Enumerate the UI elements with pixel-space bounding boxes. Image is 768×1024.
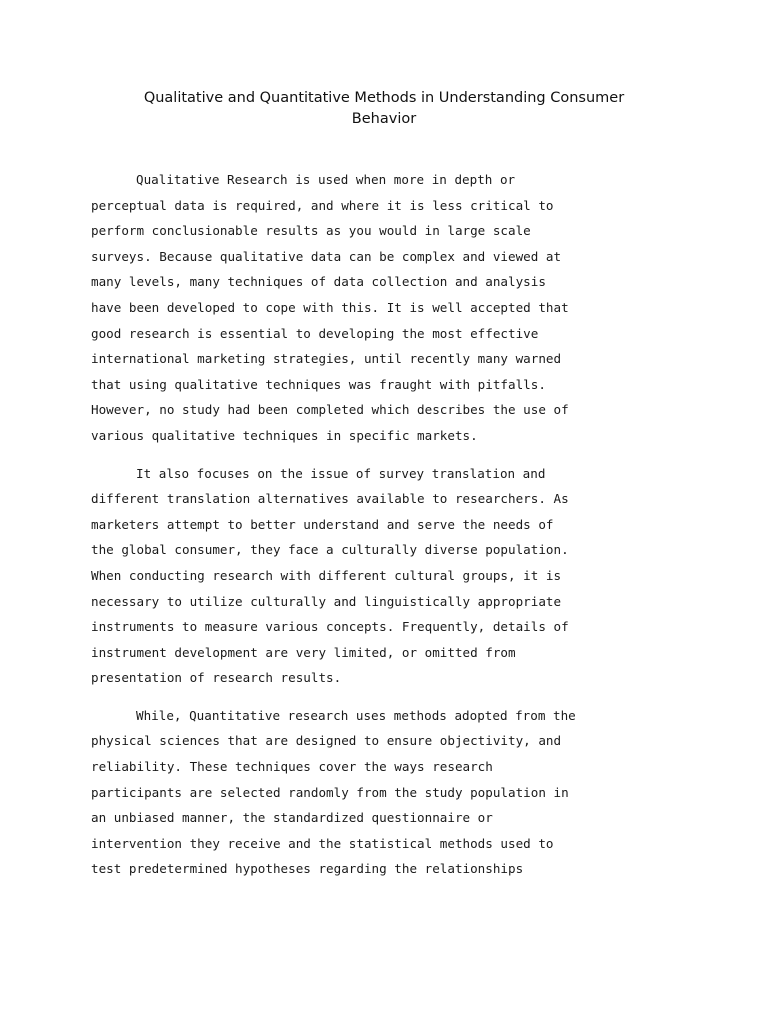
text-line: instrument development are very limited, or omitted from: [91, 644, 516, 660]
text-line: While, Quantitative research uses methods adopted from the: [136, 707, 576, 723]
text-line: intervention they receive and the statistical methods used to: [91, 835, 554, 851]
title-line: Qualitative and Quantitative Methods in Understanding Consumer: [143, 90, 625, 106]
text-line: physical sciences that are designed to ensure objectivity, and: [91, 733, 562, 749]
text-line: test predetermined hypotheses regarding the relationships: [91, 861, 524, 877]
paragraph: [91, 461, 691, 691]
text-line: surveys. Because qualitative data can be complex and viewed at: [91, 248, 562, 264]
text-line: various qualitative techniques in specific markets.: [91, 427, 478, 443]
text-line: have been developed to cope with this. It is well accepted that: [91, 299, 569, 315]
text-line: necessary to utilize culturally and linguistically appropriate: [91, 593, 562, 609]
text-line: an unbiased manner, the standardized questionnaire or: [91, 810, 493, 826]
text-line: marketers attempt to better understand and serve the needs of: [91, 516, 554, 532]
text-line: perform conclusionable results as you would in large scale: [91, 223, 531, 239]
text-line: reliability. These techniques cover the ways research: [91, 759, 493, 775]
text-line: many levels, many techniques of data collection and analysis: [91, 274, 546, 290]
text-line: instruments to measure various concepts. Frequently, details of: [91, 619, 569, 635]
text-line: that using qualitative techniques was fraught with pitfalls.: [91, 376, 546, 392]
paragraph: [91, 167, 691, 449]
paragraph: [91, 703, 691, 882]
text-line: It also focuses on the issue of survey translation and: [136, 465, 546, 481]
text-line: perceptual data is required, and where it is less critical to: [91, 197, 554, 213]
text-line: Qualitative Research is used when more in depth or: [136, 172, 516, 187]
text-line: good research is essential to developing the most effective: [91, 325, 539, 341]
document-body: [91, 167, 691, 894]
text-line: However, no study had been completed which describes the use of: [91, 402, 569, 418]
text-line: international marketing strategies, until recently many warned: [91, 351, 562, 367]
text-line: presentation of research results.: [91, 670, 342, 686]
title-line: Behavior: [351, 111, 417, 127]
text-line: the global consumer, they face a culturally diverse population.: [91, 542, 569, 558]
text-line: participants are selected randomly from the study population in: [91, 784, 569, 800]
text-line: different translation alternatives available to researchers. As: [91, 491, 569, 507]
text-line: When conducting research with different cultural groups, it is: [91, 567, 562, 583]
document-title: [90, 88, 678, 130]
